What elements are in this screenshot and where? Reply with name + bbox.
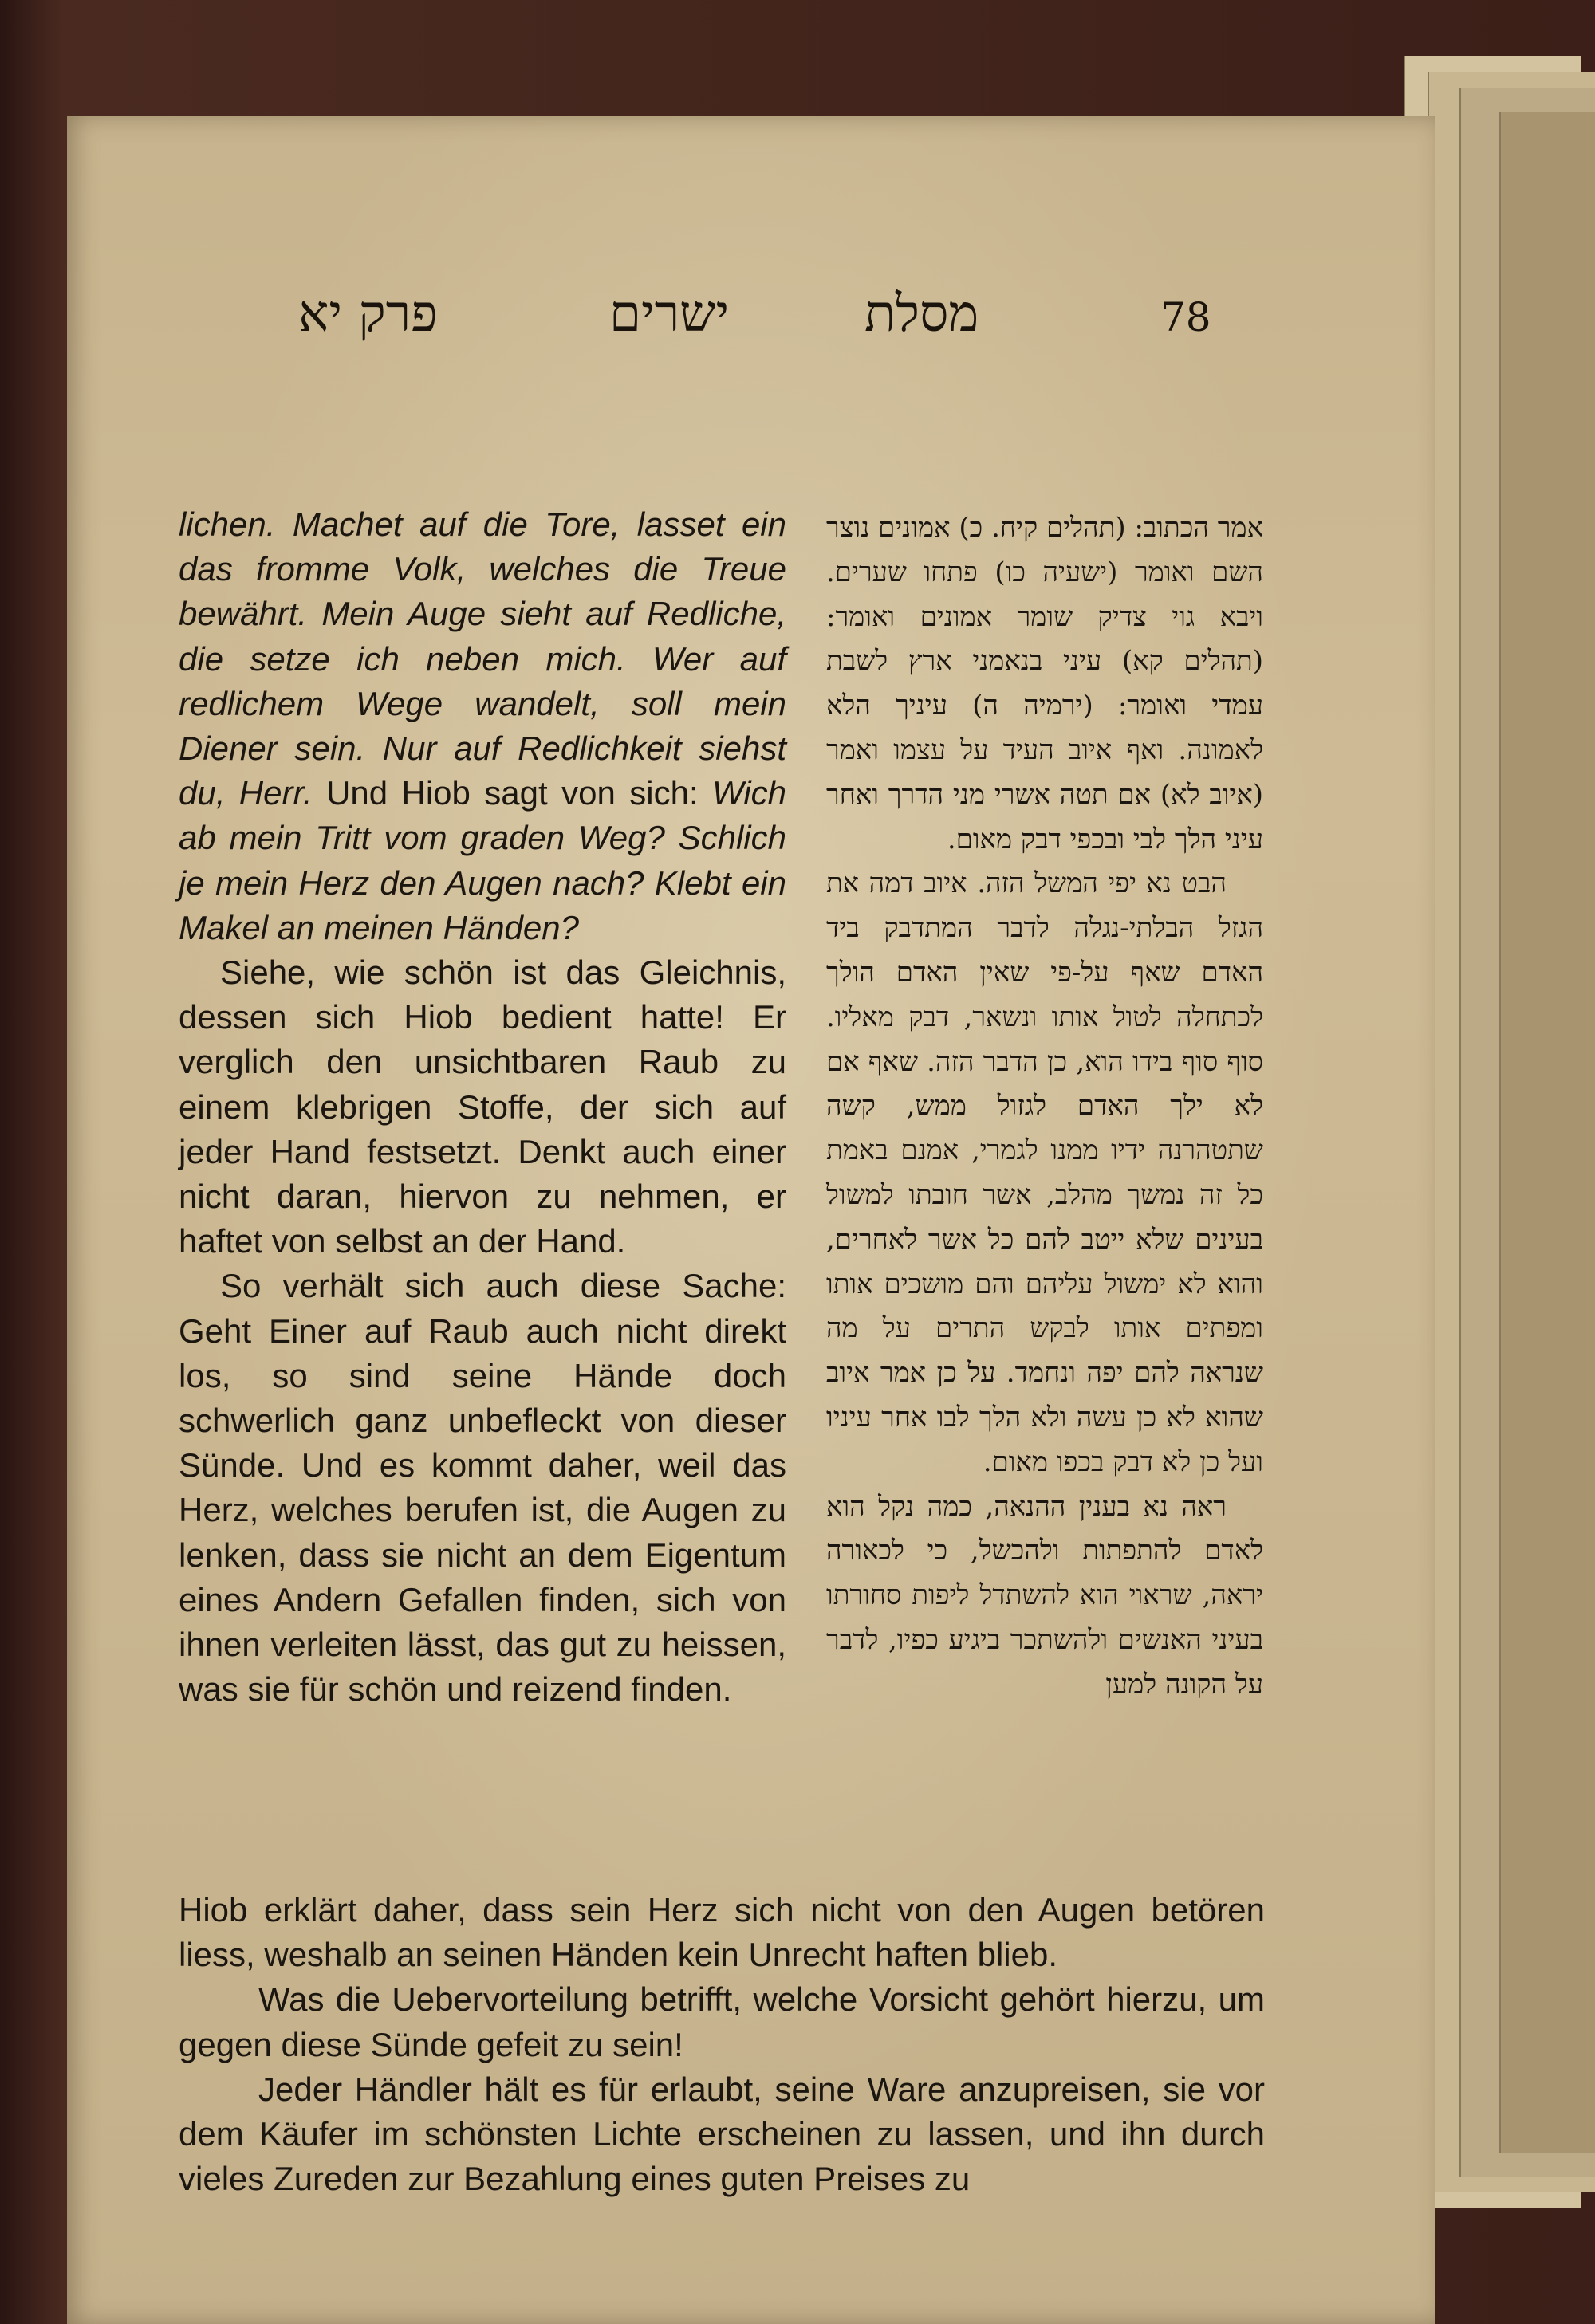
page-edge xyxy=(1499,112,1595,2153)
book-page xyxy=(67,116,1436,2324)
german-full-width-text xyxy=(179,1888,1265,2201)
hebrew-paragraph-1: אמר הכתוב: (תהלים קיח. כ) אמונים נוצר השם ואומר (ישעיה כו) פתחו שערים. ויבא גוי צדיק שומר אמונים ואומר: (תהלים קא) עיני בנאמני ארץ לשבת עמדי ואומר: (ירמיה ה) עיניך הלא לאמונה. ואף איוב העיד על עצמו ואמר (איוב לא) אם תטה אשרי מני הדרך ואחר עיני הלך לבי ובכפי דבק מאום. xyxy=(826,512,1263,855)
german-full-paragraph-1: Hiob erklärt daher, dass sein Herz sich nicht von den Augen betören liess, weshalb an seinen Händen kein Unrecht haften blieb. xyxy=(179,1891,1265,1974)
german-italic-quote: Wich ab mein Tritt vom graden Weg? Schlich je mein Herz den Augen nach? Klebt ein Makel an meinen Händen? xyxy=(179,774,787,946)
page-number: 78 xyxy=(1160,294,1211,340)
german-column xyxy=(179,502,786,1712)
hebrew-column xyxy=(826,506,1263,1708)
german-full-paragraph-2: Was die Uebervorteilung betrifft, welche Vorsicht gehört hierzu, um gegen diese Sünde gefeit zu sein! xyxy=(179,1980,1265,2063)
header-word-mesilat: מסלת xyxy=(864,285,979,344)
german-italic-quote: lichen. Machet auf die Tore, lasset ein das fromme Volk, welches die Treue bewährt. Mein Auge sieht auf Redliche, die setze ich neben mich. Wer auf redlichem Wege wandelt, soll mein Diener sein. Nur auf Redlichkeit siehst du, Herr. xyxy=(179,505,786,812)
german-text: Und Hiob sagt von sich: xyxy=(312,774,713,812)
header-chapter: פרק יא xyxy=(298,285,438,344)
hebrew-paragraph-2: הבט נא יפי המשל הזה. איוב דמה את הגזל הבלתי-נגלה לדבר המתדבק ביד האדם שאף על-פי שאין האדם הולך לכתחלה לטול אותו ונשאר, דבק מאליו. סוף סוף בידו הוא, כן הדבר הזה. שאף אם לא ילך האדם לגזול ממש, קשה שתטהרנה ידיו ממנו לגמרי, אמנם באמת כל זה נמשך מהלב, אשר חובתו למשול בעינים שלא ייטב להם כל אשר לאחרים, והוא לא ימשול עליהם והם מושכים אותו ומפתים אותו לבקש התרים על מה שנראה להם יפה ונחמד. על כן אמר איוב שהוא לא כן עשה ולא הלך לבו אחר עיניו ועל כן לא דבק בכפו מאום. xyxy=(826,867,1263,1478)
german-paragraph-1 xyxy=(179,502,786,950)
header-word-yesharim: ישרים xyxy=(609,285,730,344)
german-paragraph-3: So verhält sich auch diese Sache: Geht Einer auf Raub auch nicht direkt los, so sind seine Hände doch schwerlich ganz unbefleckt von dieser Sünde. Und es kommt daher, weil das Herz, welches berufen ist, die Augen zu lenken, dass sie nicht an dem Eigentum eines Andern Gefallen finden, sich von ihnen verleiten lässt, das gut zu heissen, was sie für schön und reizend finden. xyxy=(179,1267,786,1709)
german-full-paragraph-3: Jeder Händler hält es für erlaubt, seine Ware anzupreisen, sie vor dem Käufer im schönsten Lichte erscheinen zu lassen, und ihn durch vieles Zureden zur Bezahlung eines guten Preises zu xyxy=(179,2070,1265,2198)
running-header xyxy=(67,285,1436,372)
hebrew-paragraph-3: ראה נא בענין ההנאה, כמה נקל הוא לאדם להתפתות ולהכשל, כי לכאורה יראה, שראוי הוא להשתדל ליפות סחורתו בעיני האנשים ולהשתכר ביגיע כפיו, לדבר על הקונה למען xyxy=(826,1490,1263,1701)
german-paragraph-2: Siehe, wie schön ist das Gleichnis, dessen sich Hiob bedient hatte! Er verglich den unsichtbaren Raub zu einem klebrigen Stoffe, der sich auf jeder Hand festsetzt. Denkt auch einer nicht daran, hiervon zu nehmen, er haftet von selbst an der Hand. xyxy=(179,954,786,1260)
